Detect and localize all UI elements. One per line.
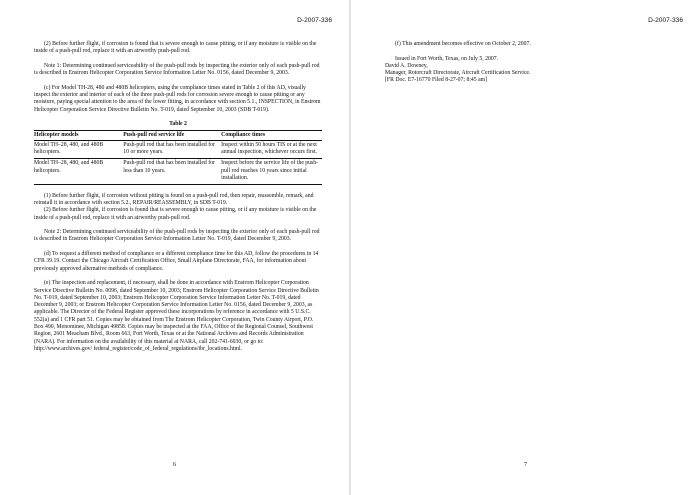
- paragraph-d: (d) To request a different method of compliance or a different compliance time for this AD, follow the procedures in 14 CFR 39.19. Contact the Chicago Aircraft Certification Office, Small Airplane Directorate, FAA, for information about previously approved alternative methods of compliance.: [34, 251, 319, 272]
- paragraph-e: (e) The inspection and replacement, if necessary, shall be done in accordance with Enstrom Helicopter Corporation Service Directive Bulletin No. 0096, dated September 10, 2003; Enstrom Helicopter Corporation Service Directive Bulletin No. T-019, dated September 10, 2003; Enstrom Helicopter Corporation Service Information Letter No. T-019, dated December 9, 2003; or Enstrom Helicopter Corporation Service Information Letter No. 0156, dated December 9, 2003, as applicable. The Director of the Federal Register approved these incorporations by reference in accordance with 5 U.S.C. 552(a) and 1 CFR part 51. Copies may be obtained from The Enstrom Helicopter Corporation, Twin County Airport, P.O. Box 490, Menominee, Michigan 49858. Copies may be inspected at the FAA, Office of the Regional Counsel, Southwest Region, 2601 Meacham Blvd., Room 663, Fort Worth, Texas or at the National Archives and Records Administration (NARA). For information on the availability of this material at NARA, call 202-741-6030, or go to: http://www.archives.gov/ federal_register/code_of_federal_regulations/ibr_locations.html.: [34, 280, 319, 352]
- page-header-doc-id: D-2007-336: [297, 17, 332, 24]
- paragraph-c: (c) For Model TH-28, 480 and 480B helicopters, using the compliance times stated in Table 2 of this AD, visually inspect the exterior and interior of each of the three push-pull rods for corrosion severe enough to cause pitting or any moisture, paying special attention to the area of the lower fitting, in accordance with section 5.1., INSPECTION, in Enstrom Helicopter Corporation Service Directive Bulletin No. T-019, dated September 10, 2003 (SDB T-019).: [34, 84, 321, 113]
- table-cell: Inspect within 50 hours TIS or at the next annual inspection, whichever occurs first.: [221, 140, 322, 159]
- note-2: Note 2: Determining continued serviceability of the push-pull rods by inspecting the exterior only of each push-pull rod is described in Enstrom Helicopter Corporation Service Information Letter No. T-019, dated December 9, 2003.: [34, 229, 320, 243]
- table-cell: Model TH–28, 480, and 480B helicopters.: [34, 140, 123, 159]
- table-title: Table 2: [169, 121, 187, 128]
- note-1: Note 1: Determining continued serviceability of the push-pull rods by inspecting the exterior only of each push-pull rod is described in Enstrom Helicopter Corporation Service Information Letter No. 0156, dated December 9, 2003.: [34, 62, 320, 77]
- page-7: [351, 0, 700, 495]
- issued-line: Issued in Fort Worth, Texas, on July 5, 2007.: [395, 55, 499, 62]
- table-cell: Inspect before the service life of the push-pull rod reaches 10 years since initial installation.: [221, 159, 322, 185]
- table-header-cell: Compliance times: [221, 130, 322, 140]
- paragraph-b2: (2) Before further flight, if corrosion is found that is severe enough to cause pitting, or if any moisture is visible on the inside of a push-pull rod, replace it with an airworthy push-pull rod.: [34, 41, 317, 55]
- page-header-doc-id: D-2007-336: [648, 17, 683, 24]
- page-7-body: [385, 41, 673, 85]
- fr-doc-line: [FR Doc. E7-16770 Filed 8-27-07; 8:45 am]: [385, 77, 488, 84]
- table-cell: Push-pull rod that has been installed for less than 10 years.: [123, 159, 221, 185]
- paragraph-f: (f) This amendment becomes effective on October 2, 2007.: [395, 41, 531, 47]
- paragraph-c2: (2) Before further flight, if corrosion is found that is severe enough to cause pitting, or if any moisture is visible on the inside of a push-pull rod, replace it with an airworthy push-pull rod.: [34, 207, 317, 221]
- page-6: [0, 0, 349, 495]
- table-cell: Push-pull rod that has been installed for 10 or more years.: [123, 140, 221, 159]
- signer-name: David A. Downey,: [385, 62, 428, 69]
- page-6-body: [34, 41, 322, 353]
- page-number: 7: [523, 461, 528, 468]
- table-cell: Model TH–28, 480, and 480B helicopters.: [34, 159, 123, 185]
- compliance-table: [34, 130, 322, 186]
- page-number: 6: [172, 461, 177, 468]
- paragraph-c1: (1) Before further flight, if corrosion without pitting is found on a push-pull rod, then repair, reassemble, remark, and reinstall it in accordance with section 5.2., REPAIR/REASSEMBLY, in SDB T-019.: [34, 192, 314, 206]
- table-row: [34, 140, 322, 159]
- table-header-cell: Helicopter models: [34, 130, 123, 140]
- table-row: [34, 159, 322, 185]
- signer-title: Manager, Rotorcraft Directorate, Aircraft Certification Service.: [385, 70, 531, 77]
- table-header-row: [34, 130, 322, 140]
- table-header-cell: Push-pull rod service life: [123, 130, 221, 140]
